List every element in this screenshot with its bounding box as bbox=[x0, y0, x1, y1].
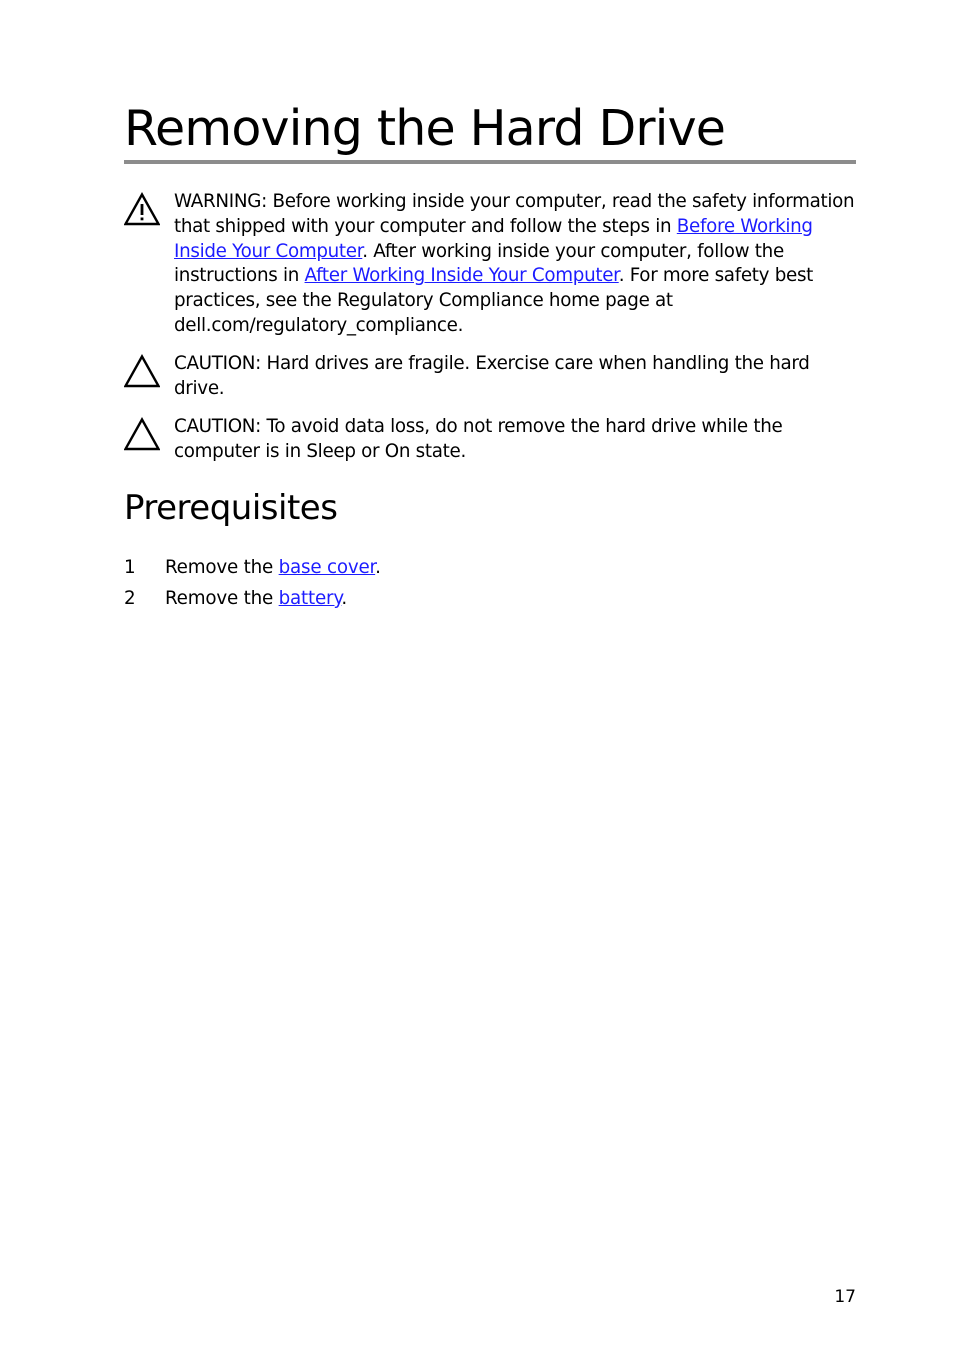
step-suffix: . bbox=[341, 588, 347, 609]
page-number: 17 bbox=[834, 1287, 856, 1307]
caution-triangle-icon bbox=[124, 354, 160, 388]
page-title: Removing the Hard Drive bbox=[124, 100, 726, 157]
caution-data-loss-text bbox=[174, 415, 856, 465]
base-cover-link[interactable]: base cover bbox=[278, 557, 376, 578]
caution-label: CAUTION: bbox=[174, 416, 262, 437]
step-prefix: Remove the bbox=[165, 588, 279, 609]
warning-text bbox=[174, 190, 856, 339]
prerequisites-heading: Prerequisites bbox=[124, 488, 338, 528]
caution-fragile-text bbox=[174, 352, 856, 402]
warning-text-part-3: . For more safety best practices, see the Regulatory Compliance home page at dell.com/regulatory_compliance. bbox=[174, 265, 814, 336]
warning-text-part-1: Before working inside your computer, read the safety information that shipped with your computer and follow the steps in bbox=[174, 191, 855, 237]
after-working-inside-link[interactable]: After Working Inside Your Computer bbox=[304, 265, 619, 287]
step-text bbox=[165, 555, 381, 581]
title-rule bbox=[124, 160, 856, 164]
caution-triangle-icon bbox=[124, 417, 160, 451]
caution-data-loss-body: To avoid data loss, do not remove the hard drive while the computer is in Sleep or On state. bbox=[174, 416, 783, 462]
step-number: 2 bbox=[124, 588, 136, 609]
prerequisite-step-2 bbox=[124, 586, 856, 612]
caution-fragile-body: Hard drives are fragile. Exercise care when handling the hard drive. bbox=[174, 353, 810, 399]
step-text bbox=[165, 586, 347, 612]
battery-link[interactable]: battery bbox=[278, 588, 342, 609]
prerequisite-step-1 bbox=[124, 555, 856, 581]
warning-triangle-icon bbox=[124, 192, 160, 226]
before-working-inside-link[interactable]: Before Working Inside Your Computer bbox=[174, 215, 813, 262]
warning-text-part-2: . After working inside your computer, follow the instructions in bbox=[174, 240, 784, 287]
step-number: 1 bbox=[124, 557, 136, 578]
step-suffix: . bbox=[375, 557, 381, 578]
warning-label: WARNING: bbox=[174, 191, 267, 212]
step-prefix: Remove the bbox=[165, 557, 279, 578]
caution-label: CAUTION: bbox=[174, 353, 262, 374]
